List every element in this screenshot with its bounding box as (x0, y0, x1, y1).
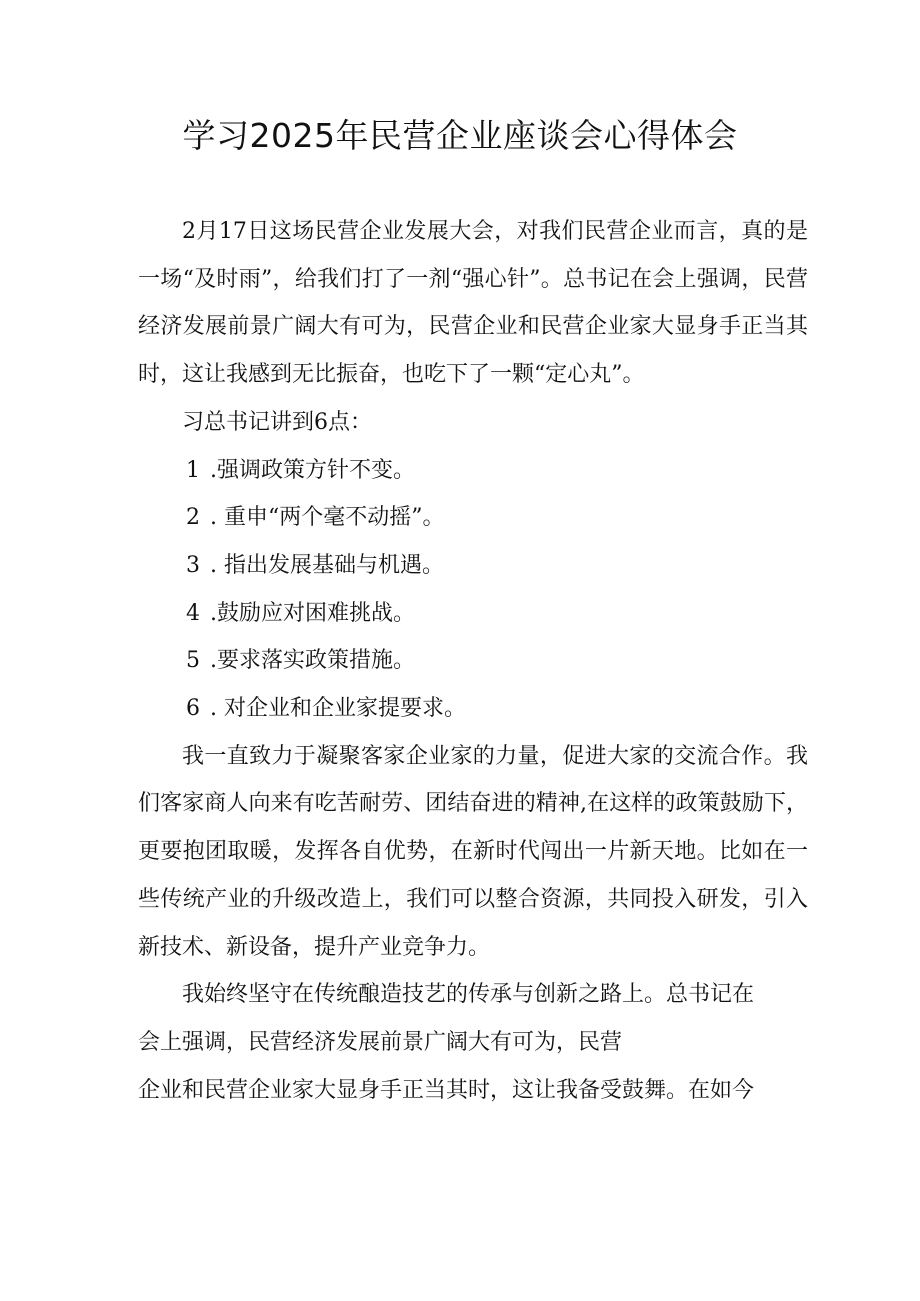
list-item-text: . 重申“两个毫不动摇”。 (210, 505, 445, 531)
list-intro: 习总书记讲到6点： (182, 409, 372, 435)
list-item (138, 542, 808, 590)
document-body (138, 208, 808, 1114)
paragraph-brewing (138, 971, 808, 1114)
list-item-number: 3 (186, 552, 200, 578)
list-item-text: .鼓励应对困难挑战。 (210, 600, 415, 626)
points-list (138, 447, 808, 733)
list-item (138, 590, 808, 638)
list-item-number: 5 (186, 648, 200, 674)
paragraph-line: 会上强调，民营经济发展前景广阔大有可为，民营 (138, 1029, 623, 1055)
list-item (138, 685, 808, 733)
list-item-text: . 对企业和企业家提要求。 (210, 696, 466, 722)
list-item-text: . 指出发展基础与机遇。 (210, 552, 444, 578)
list-item-text: .强调政策方针不变。 (210, 457, 415, 483)
list-item-number: 6 (186, 696, 200, 722)
list-item-number: 1 (186, 457, 200, 483)
paragraph-line: 我始终坚守在传统酿造技艺的传承与创新之路上。总书记在 (182, 982, 755, 1008)
paragraph-intro: 2月17日这场民营企业发展大会，对我们民营企业而言，真的是一场“及时雨”，给我们打了一剂“强心针”。总书记在会上强调，民营经济发展前景广阔大有可为，民营企业和民营企业家大显身手正当其时，这让我感到无比振奋，也吃下了一颗“定心丸”。 (138, 219, 808, 388)
paragraph-line: 企业和民营企业家大显身手正当其时，这让我备受鼓舞。在如今 (138, 1077, 755, 1103)
list-item-number: 4 (186, 600, 200, 626)
list-item-number: 2 (186, 505, 200, 531)
list-item (138, 494, 808, 542)
list-item (138, 447, 808, 495)
list-item-text: .要求落实政策措施。 (210, 648, 415, 674)
document-title: 学习2025年民营企业座谈会心得体会 (182, 116, 738, 155)
list-item (138, 637, 808, 685)
paragraph-hakka: 我一直致力于凝聚客家企业家的力量，促进大家的交流合作。我们客家商人向来有吃苦耐劳、团结奋进的精神,在这样的政策鼓励下，更要抱团取暖，发挥各自优势，在新时代闯出一片新天地。比如在一些传统产业的升级改造上，我们可以整合资源，共同投入研发，引入新技术、新设备，提升产业竞争力。 (138, 743, 808, 960)
